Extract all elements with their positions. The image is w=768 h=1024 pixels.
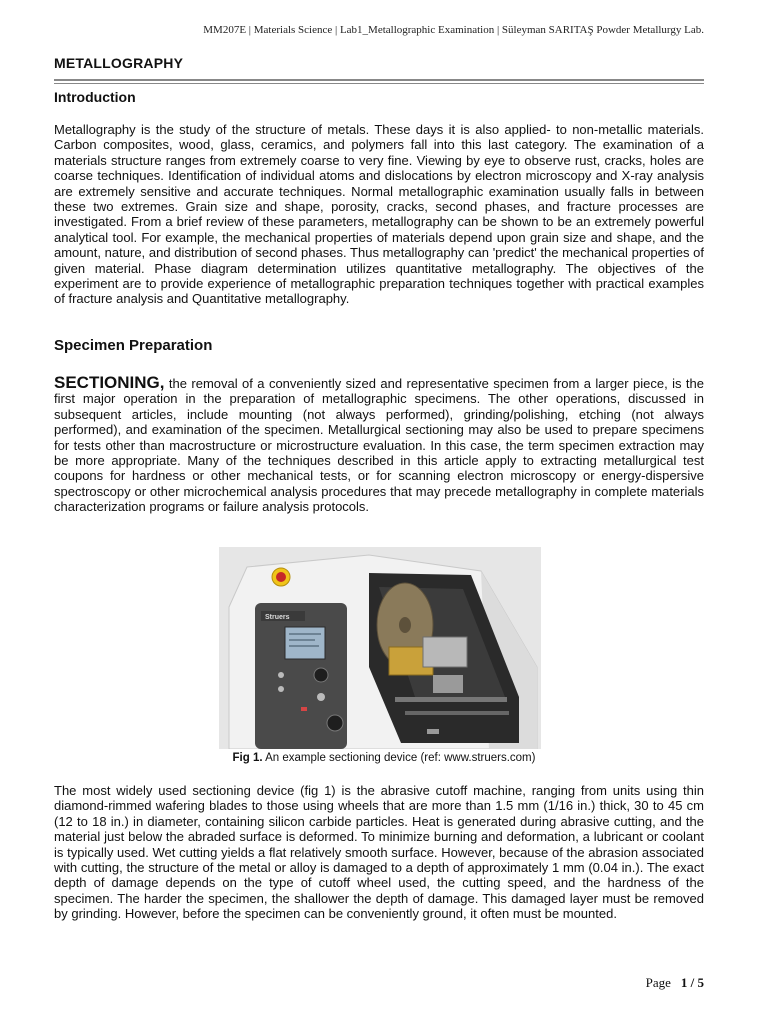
sectioning-lead-term: SECTIONING, <box>54 373 165 392</box>
sectioning-machine-illustration <box>219 547 541 749</box>
introduction-paragraph: Metallography is the study of the structure of metals. These days it is also applied- to non-metallic materials. Carbon composites, wood, glass, ceramics, and polymers fall into this last category. The examination of a materials structure ranges from extremely coarse to very fine. Viewing by eye to observe rust, cracks, holes are coarse techniques. Identification of individual atoms and dislocations by electron microscopy and X-ray analysis are extremely sensitive and accurate techniques. Normal metallographic examination usually falls in between these two extremes. Grain size and shape, porosity, cracks, second phases, and fracture processes are investigated. From a brief review of these parameters, metallography can be shown to be an extremely powerful analytical tool. For example, the mechanical properties of materials depend upon grain size and shape, and the amount, nature, and distribution of second phases. Thus metallography can 'predict' the mechanical properties of given material. Phase diagram determination utilizes quantitative metallography. The objectives of the experiment are to provide experience of metallographic preparation techniques together with practical examples of fracture analysis and Quantitative metallography. <box>54 122 704 307</box>
cutoff-machine-paragraph: The most widely used sectioning device (fig 1) is the abrasive cutoff machine, ranging from units using thin diamond-rimmed wafering blades to those using wheels that are more than 1.5 mm (1/16 in.) thick, 30 to 45 cm (12 to 18 in.) in diameter, containing silicon carbide particles. Heat is generated during abrasive cutting, and the material just below the abraded surface is deformed. To minimize burning and deformation, a lubricant or coolant is typically used. Wet cutting yields a flat relatively smooth surface. However, because of the abrasion associated with cutting, the structure of the metal or alloy is damaged to a depth of approximately 1 mm (0.04 in.). The exact depth of damage depends on the type of cutoff wheel used, the cutting speed, and the hardness of the specimen. The harder the specimen, the shallower the depth of damage. This damaged layer must be removed by grinding. However, before the specimen can be conveniently ground, it often must be mounted. <box>54 783 704 922</box>
machine-brand-label: Struers <box>265 614 290 621</box>
page-number: 1 / 5 <box>680 975 704 990</box>
sectioning-paragraph <box>54 375 704 515</box>
specimen-preparation-heading: Specimen Preparation <box>54 337 213 354</box>
sectioning-body-text: the removal of a conveniently sized and representative specimen from a larger piece, is the first major operation in the preparation of metallographic specimens. The other operations, discussed in subsequent articles, include mounting (not always performed), grinding/polishing, etching (not always performed), and examination of the specimen. Metallurgical sectioning may also be used to prepare specimens for tests other than macrostructure or microstructure evaluation. In this case, the term specimen extraction may be more appropriate. Many of the techniques described in this article apply to extracting metallurgical test coupons for hardness or other mechanical tests, or for scanning electron microscopy or energy-dispersive spectroscopy or other microchemical analysis procedures that may precede metallography in complete materials characterization programs or failure analysis protocols. <box>54 376 704 515</box>
title-divider <box>54 79 704 84</box>
figure-caption <box>0 752 768 764</box>
document-title: METALLOGRAPHY <box>54 55 184 71</box>
introduction-heading: Introduction <box>54 89 136 105</box>
sectioning-machine-photo <box>219 547 541 749</box>
figure-caption-label: Fig 1. <box>232 752 263 764</box>
page-footer <box>646 975 704 991</box>
running-header: MM207E | Materials Science | Lab1_Metallographic Examination | Süleyman SARITAŞ Powder Metallurgy Lab. <box>203 24 704 36</box>
figure-caption-text: An example sectioning device (ref: www.struers.com) <box>262 752 536 764</box>
page-label: Page <box>645 975 671 990</box>
